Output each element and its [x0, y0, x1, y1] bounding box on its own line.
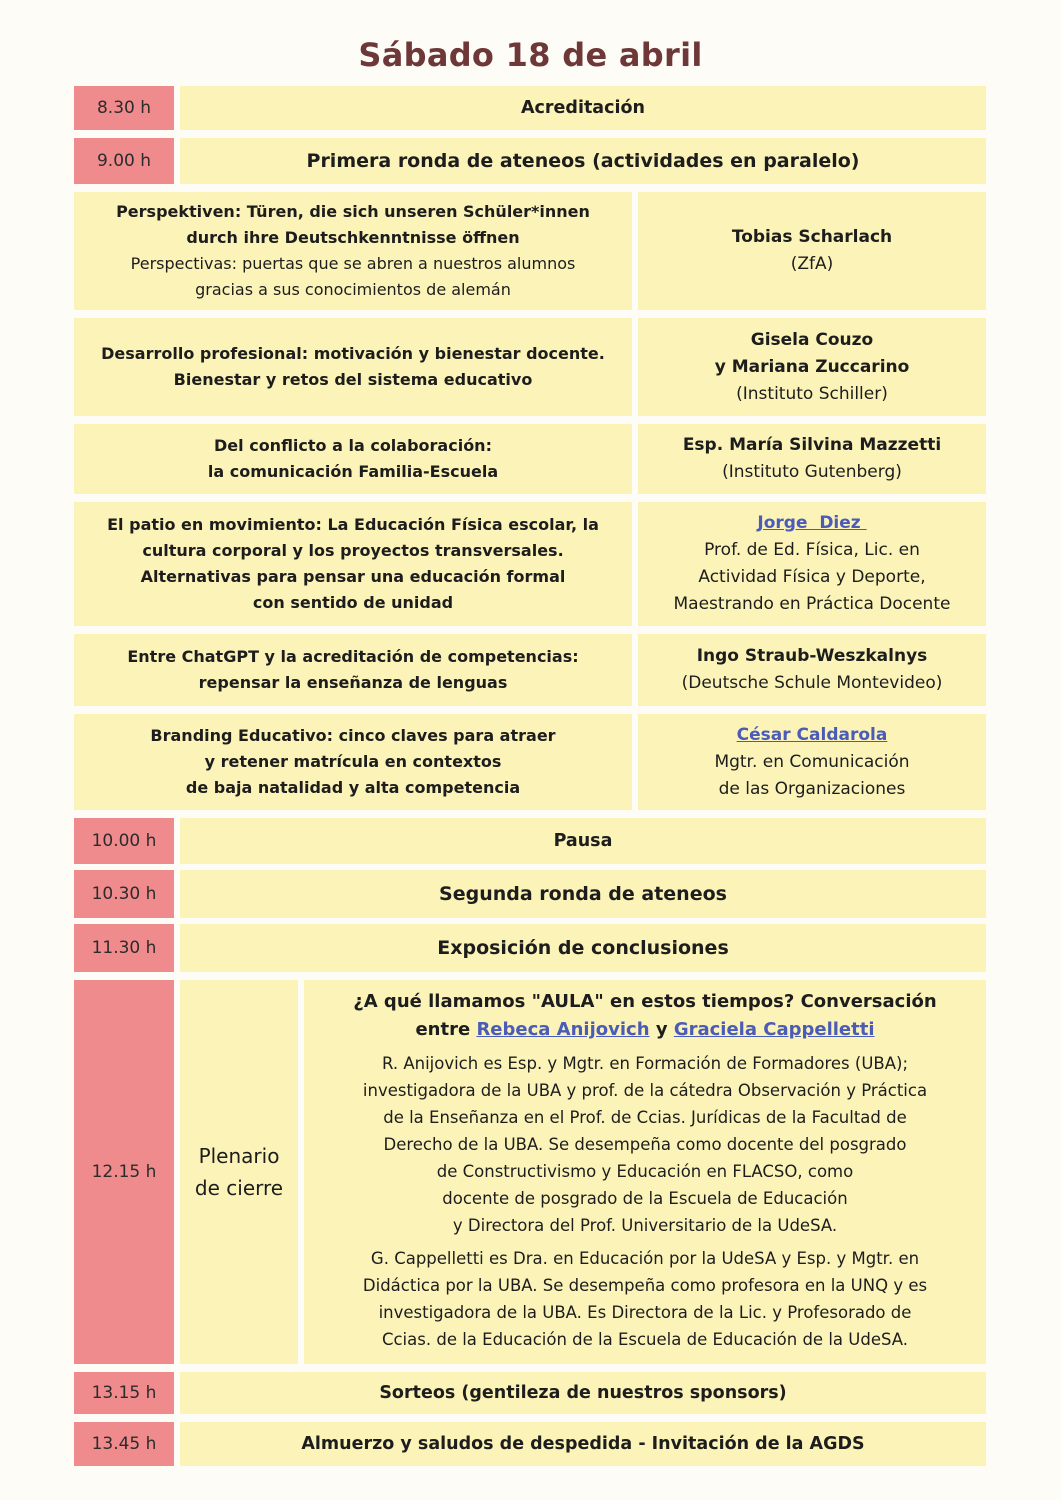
plenario-label: de cierre — [194, 1176, 284, 1200]
topic-line: la comunicación Familia-Escuela — [207, 462, 499, 481]
bio-line: Ccias. de la Educación de la Escuela de Educación de la UdeSA. — [381, 1330, 908, 1349]
bio-cappelletti — [363, 1245, 927, 1353]
bio-line: investigadora de la UBA y prof. de la cátedra Observación y Práctica — [362, 1081, 928, 1100]
time-label: 9.00 h — [96, 151, 152, 171]
speaker-affiliation: Actividad Física y Deporte, — [698, 567, 926, 587]
ateneo-speaker — [638, 192, 986, 310]
speaker-affiliation: Maestrando en Práctica Docente — [673, 594, 951, 614]
topic-line: cultura corporal y los proyectos transversales. — [142, 541, 564, 560]
time-cell — [74, 870, 174, 918]
speaker-affiliation: (ZfA) — [790, 254, 834, 274]
time-label: 10.30 h — [91, 884, 157, 904]
ateneo-speaker — [638, 714, 986, 810]
bio-line: de la Enseñanza en el Prof. de Ccias. Jurídicas de la Facultad de — [383, 1108, 907, 1127]
ateneo-topic — [74, 424, 632, 494]
rebeca-link[interactable]: Rebeca Anijovich — [476, 1019, 650, 1040]
ateneo-topic — [74, 634, 632, 706]
plenario-content — [304, 980, 986, 1364]
time-cell — [74, 924, 174, 972]
ateneo-topic — [74, 318, 632, 416]
bio-line: de Constructivismo y Educación en FLACSO, como — [436, 1162, 854, 1181]
page-title: Sábado 18 de abril — [358, 36, 703, 74]
ateneo-speaker — [638, 502, 986, 626]
topic-line: Perspectivas: puertas que se abren a nuestros alumnos — [130, 254, 576, 273]
event-cell — [180, 1372, 986, 1414]
time-label: 13.15 h — [91, 1383, 157, 1403]
event-cell — [180, 86, 986, 130]
heading-line — [353, 1016, 936, 1044]
topic-line: con sentido de unidad — [252, 593, 454, 612]
plenario-label-cell — [180, 980, 298, 1364]
topic-line: Alternativas para pensar una educación formal — [140, 567, 566, 586]
speaker-name: y Mariana Zuccarino — [714, 356, 910, 377]
event-label: Primera ronda de ateneos (actividades en paralelo) — [306, 150, 860, 172]
event-label: Acreditación — [521, 98, 645, 118]
ateneo-speaker — [638, 318, 986, 416]
bio-line: Didáctica por la UBA. Se desempeña como profesora en la UNQ y es — [362, 1276, 928, 1295]
ateneo-topic — [74, 502, 632, 626]
topic-line: Desarrollo profesional: motivación y bienestar docente. — [101, 344, 605, 363]
speaker-affiliation: (Deutsche Schule Montevideo) — [681, 673, 943, 693]
topic-line: gracias a sus conocimientos de alemán — [195, 280, 511, 299]
bio-line: y Directora del Prof. Universitario de la UdeSA. — [452, 1216, 838, 1235]
time-cell — [74, 138, 174, 184]
plenario-label: Plenario — [198, 1144, 280, 1168]
ateneo-topic — [74, 714, 632, 810]
speaker-link[interactable]: Jorge Diez — [757, 513, 867, 533]
speaker-affiliation: de las Organizaciones — [718, 778, 906, 799]
speaker-affiliation: (Instituto Schiller) — [736, 383, 888, 404]
topic-line: repensar la enseñanza de lenguas — [198, 673, 508, 692]
ateneo-speaker — [638, 634, 986, 706]
topic-line: Entre ChatGPT y la acreditación de competencias: — [127, 647, 579, 666]
speaker-name: Ingo Straub-Weszkalnys — [696, 646, 928, 666]
topic-line: Branding Educativo: cinco claves para atraer — [150, 726, 556, 745]
time-label: 13.45 h — [91, 1434, 157, 1454]
bio-line: investigadora de la UBA. Es Directora de la Lic. y Profesorado de — [378, 1303, 912, 1322]
plenario-heading — [353, 988, 936, 1044]
event-cell — [180, 818, 986, 864]
heading-line: ¿A qué llamamos "AULA" en estos tiempos? Conversación — [353, 991, 937, 1012]
topic-line: de baja natalidad y alta competencia — [185, 778, 521, 797]
time-label: 12.15 h — [91, 1162, 157, 1182]
speaker-affiliation: (Instituto Gutenberg) — [722, 462, 902, 482]
time-label: 10.00 h — [91, 831, 157, 851]
time-label: 8.30 h — [96, 98, 152, 118]
bio-line: docente de posgrado de la Escuela de Educación — [442, 1189, 848, 1208]
heading-y: y — [655, 1019, 668, 1040]
heading-entre: entre — [415, 1019, 471, 1040]
graciela-link[interactable]: Graciela Cappelletti — [673, 1019, 875, 1040]
time-cell — [74, 1422, 174, 1466]
topic-line: y retener matrícula en contextos — [204, 752, 502, 771]
ateneo-topic — [74, 192, 632, 310]
speaker-name: Esp. María Silvina Mazzetti — [682, 435, 942, 455]
event-cell — [180, 870, 986, 918]
bio-line: G. Cappelletti es Dra. en Educación por la UdeSA y Esp. y Mgtr. en — [370, 1249, 920, 1268]
time-label: 11.30 h — [91, 938, 157, 958]
topic-line: Bienestar y retos del sistema educativo — [173, 370, 533, 389]
speaker-affiliation: Mgtr. en Comunicación — [714, 751, 910, 772]
event-cell — [180, 924, 986, 972]
topic-line: durch ihre Deutschkenntnisse öffnen — [186, 228, 520, 247]
speaker-affiliation: Prof. de Ed. Física, Lic. en — [704, 540, 920, 560]
time-cell — [74, 818, 174, 864]
event-label: Sorteos (gentileza de nuestros sponsors) — [379, 1383, 787, 1403]
event-cell — [180, 138, 986, 184]
bio-anijovich — [363, 1050, 927, 1239]
topic-line: El patio en movimiento: La Educación Física escolar, la — [107, 515, 599, 534]
time-cell — [74, 980, 174, 1364]
speaker-link[interactable]: César Caldarola — [736, 724, 888, 745]
bio-line: R. Anijovich es Esp. y Mgtr. en Formación de Formadores (UBA); — [381, 1054, 909, 1073]
topic-line: Del conflicto a la colaboración: — [214, 436, 492, 455]
speaker-name: Tobias Scharlach — [731, 227, 893, 247]
topic-line: Perspektiven: Türen, die sich unseren Schüler*innen — [116, 202, 590, 221]
event-label: Pausa — [553, 831, 613, 851]
time-cell — [74, 1372, 174, 1414]
event-label: Almuerzo y saludos de despedida - Invitación de la AGDS — [301, 1434, 865, 1454]
event-label: Exposición de conclusiones — [437, 937, 729, 959]
time-cell — [74, 86, 174, 130]
event-label: Segunda ronda de ateneos — [439, 883, 727, 905]
event-cell — [180, 1422, 986, 1466]
ateneo-speaker — [638, 424, 986, 494]
bio-line: Derecho de la UBA. Se desempeña como docente del posgrado — [383, 1135, 907, 1154]
speaker-name: Gisela Couzo — [750, 329, 874, 350]
